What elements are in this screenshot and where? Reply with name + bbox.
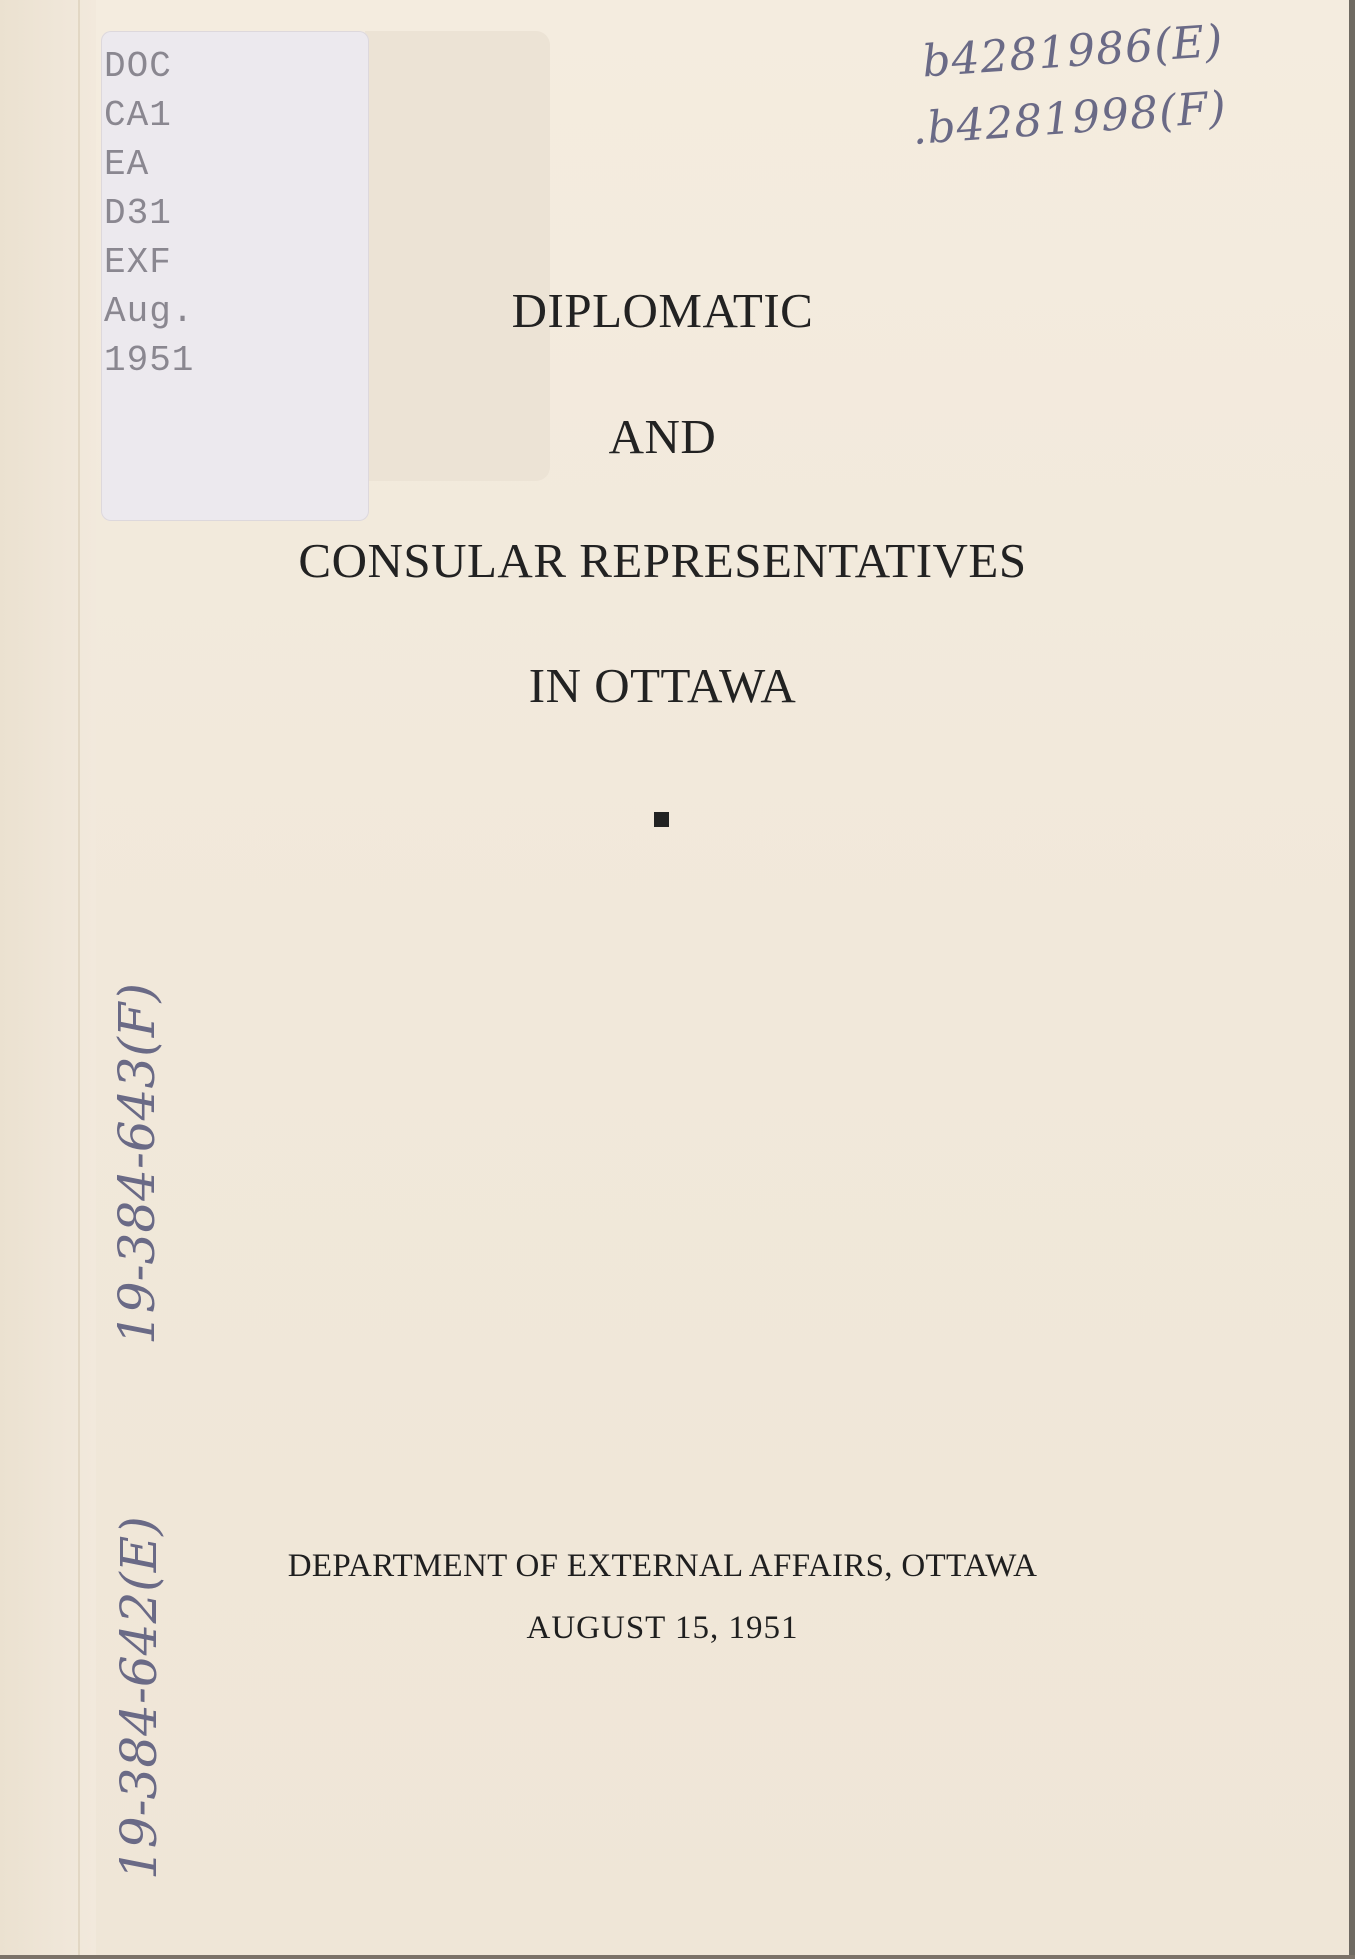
call-number-line: CA1 — [104, 95, 172, 136]
page-right-edge — [1349, 0, 1355, 1959]
call-number-line: EA — [104, 144, 150, 185]
title-line-3: CONSULAR REPRESENTATIVES — [298, 533, 1027, 588]
page-bottom-edge — [0, 1955, 1355, 1959]
publication-date: AUGUST 15, 1951 — [526, 1610, 799, 1646]
ornament-square — [654, 812, 669, 827]
call-number-line: DOC — [104, 46, 172, 87]
call-number-line: EXF — [104, 242, 172, 283]
title-line-2: AND — [608, 409, 717, 464]
title-line-1: DIPLOMATIC — [511, 283, 814, 338]
handwritten-spine-number-french: 19-384-643(F) — [108, 983, 166, 1345]
call-number-line: D31 — [104, 193, 172, 234]
handwritten-catalog-number-english: b4281986(E) — [920, 15, 1225, 88]
call-number-line: Aug. — [104, 291, 195, 332]
title-line-4: IN OTTAWA — [528, 658, 797, 713]
call-number-line: 1951 — [104, 340, 195, 381]
publisher-line: DEPARTMENT OF EXTERNAL AFFAIRS, OTTAWA — [287, 1548, 1038, 1584]
handwritten-spine-number-english: 19-384-642(E) — [110, 1516, 168, 1880]
handwritten-catalog-number-french: .b4281998(F) — [910, 82, 1229, 155]
